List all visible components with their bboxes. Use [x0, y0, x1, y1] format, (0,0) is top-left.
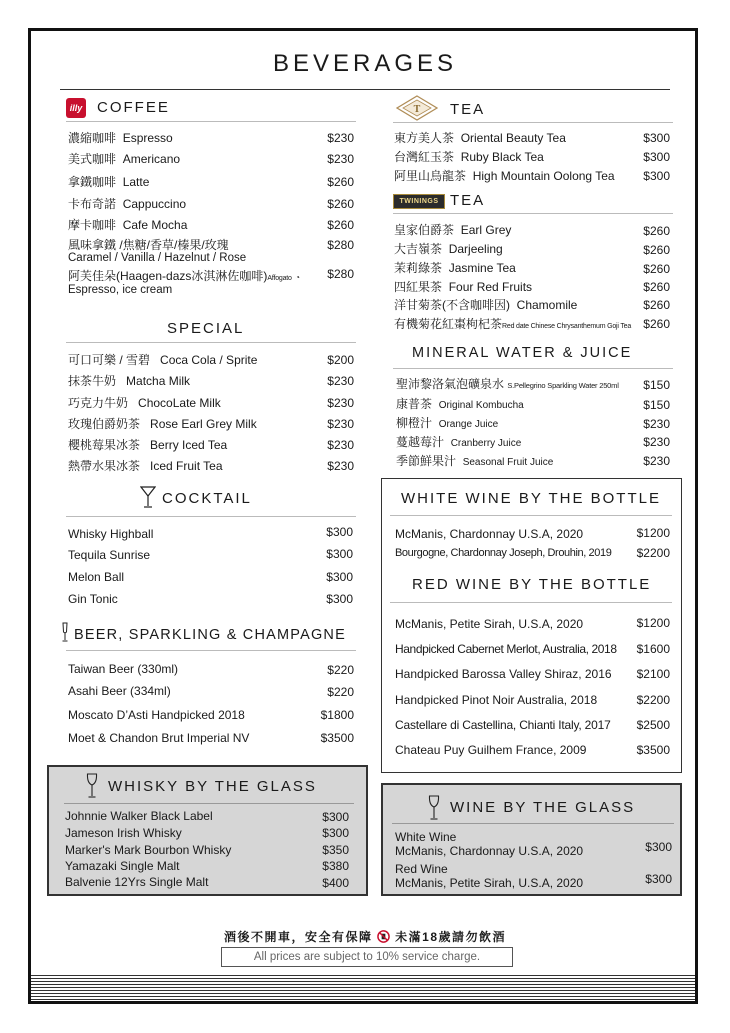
item-price: $230	[327, 396, 354, 410]
list-item: McManis, Chardonnay U.S.A, 2020	[395, 527, 584, 541]
list-item: Chateau Puy Guilhem France, 2009	[395, 743, 587, 757]
white-wine-divider	[390, 515, 672, 516]
item-price: $300	[322, 810, 349, 824]
item-price: $300	[643, 150, 670, 164]
item-price: $300	[326, 570, 353, 584]
list-item: 櫻桃莓果冰茶 Berry Iced Tea	[68, 438, 228, 452]
list-item: 皇家伯爵茶 Earl Grey	[394, 223, 512, 237]
item-price: $350	[322, 843, 349, 857]
white-wine-heading: WHITE WINE BY THE BOTTLE	[401, 490, 661, 507]
item-price: $380	[322, 859, 349, 873]
wine-glass-icon	[86, 773, 98, 799]
beer-heading: BEER, SPARKLING & CHAMPAGNE	[74, 627, 346, 643]
tea-brand-logo-icon	[396, 95, 438, 121]
list-item: Taiwan Beer (330ml)	[68, 662, 179, 676]
wine-glass-heading: WINE BY THE GLASS	[450, 799, 636, 816]
special-heading: SPECIAL	[167, 320, 245, 337]
list-item: Balvenie 12Yrs Single Malt	[65, 875, 209, 889]
list-item: 巧克力牛奶 ChocoLate Milk	[68, 396, 221, 410]
list-item: Moscato D’Asti Handpicked 2018	[68, 708, 245, 722]
list-item: 有機菊花紅棗枸杞茶Red date Chinese Chrysanthemum Goji Tea	[394, 317, 632, 331]
item-price: $280	[327, 267, 354, 281]
cocktail-heading: COCKTAIL	[162, 490, 252, 507]
item-price: $230	[327, 459, 354, 473]
item-price: $230	[327, 438, 354, 452]
item-price: $150	[643, 398, 670, 412]
list-item: Whisky Highball	[68, 527, 154, 541]
tea-heading: TEA	[450, 101, 486, 118]
list-item: Asahi Beer (334ml)	[68, 684, 171, 698]
list-item: 阿里山烏龍茶 High Mountain Oolong Tea	[394, 169, 615, 183]
mineral-heading: MINERAL WATER & JUICE	[412, 345, 633, 361]
list-item: 拿鐵咖啡 Latte	[68, 175, 150, 189]
item-price: $230	[327, 374, 354, 388]
item-price: $2200	[636, 546, 670, 560]
item-price: $300	[643, 131, 670, 145]
coffee-heading: COFFEE	[97, 99, 170, 116]
list-item: 柳橙汁 Orange Juice	[396, 416, 499, 430]
list-item: Moet & Chandon Brut Imperial NV	[68, 731, 250, 745]
service-charge-note: All prices are subject to 10% service charge.	[221, 947, 513, 967]
list-item: Tequila Sunrise	[68, 548, 151, 562]
mineral-divider	[393, 368, 673, 369]
item-subtext: Espresso, ice cream	[68, 284, 173, 296]
list-item: 濃縮咖啡 Espresso	[68, 131, 173, 145]
item-price: $260	[327, 175, 354, 189]
list-item: Handpicked Cabernet Merlot, Australia, 2018	[395, 642, 617, 656]
list-item: 洋甘菊茶(不含咖啡因) Chamomile	[394, 298, 578, 312]
item-price: $2100	[636, 667, 670, 681]
whisky-glass-heading: WHISKY BY THE GLASS	[108, 778, 317, 795]
item-price: $260	[327, 218, 354, 232]
list-item: 熱帶水果冰茶 Iced Fruit Tea	[68, 459, 223, 473]
item-price: $1200	[636, 526, 670, 540]
list-item: 玫瑰伯爵奶茶 Rose Earl Grey Milk	[68, 417, 257, 431]
item-price: $1200	[636, 616, 670, 630]
item-price: $260	[643, 298, 670, 312]
item-price: $400	[322, 876, 349, 890]
list-item: 季節鮮果汁 Seasonal Fruit Juice	[396, 454, 554, 468]
item-price: $260	[643, 280, 670, 294]
item-price: $2500	[636, 718, 670, 732]
list-item: Johnnie Walker Black Label	[65, 809, 213, 823]
no-drinking-icon	[377, 930, 390, 943]
list-item: 美式咖啡 Americano	[68, 152, 181, 166]
cocktail-divider	[66, 516, 356, 517]
drinking-warning: 酒後不開車，安全有保障 未滿18歲請勿飲酒	[223, 930, 507, 944]
whisky-glass-divider	[64, 803, 354, 804]
item-price: $280	[327, 238, 354, 252]
item-price: $260	[643, 243, 670, 257]
item-price: $230	[643, 417, 670, 431]
page-title: BEVERAGES	[272, 50, 458, 77]
list-item: 阿芙佳朵(Haagen-dazs冰淇淋佐咖啡)Affogato ◔	[68, 269, 300, 283]
list-item: McManis, Chardonnay U.S.A, 2020	[395, 844, 584, 858]
list-item: Marker's Mark Bourbon Whisky	[65, 843, 232, 857]
list-item: 台灣紅玉茶 Ruby Black Tea	[394, 150, 544, 164]
list-item: Handpicked Pinot Noir Australia, 2018	[395, 693, 598, 707]
title-divider	[60, 89, 670, 90]
special-divider	[66, 342, 356, 343]
item-price: $1800	[320, 708, 354, 722]
list-item: 四紅果茶 Four Red Fruits	[394, 280, 533, 294]
list-item: Melon Ball	[68, 570, 125, 584]
item-price: $300	[322, 826, 349, 840]
beer-divider	[66, 650, 356, 651]
list-item: 茉莉綠茶 Jasmine Tea	[394, 261, 516, 275]
item-price: $300	[326, 525, 353, 539]
item-price: $260	[327, 197, 354, 211]
twinings-logo: TWININGS	[393, 194, 445, 209]
item-price: $230	[327, 417, 354, 431]
item-price: $260	[643, 224, 670, 238]
illy-logo: illy	[66, 98, 86, 118]
svg-text:T: T	[413, 104, 421, 115]
item-subtext: Caramel / Vanilla / Hazelnut / Rose	[68, 252, 247, 264]
list-item: Castellare di Castellina, Chianti Italy, 2017	[395, 718, 611, 732]
item-price: $230	[643, 454, 670, 468]
coffee-divider	[66, 121, 356, 122]
item-price: $300	[326, 547, 353, 561]
list-item: Gin Tonic	[68, 592, 118, 606]
item-price: $220	[327, 685, 354, 699]
item-price: $3500	[320, 731, 354, 745]
wine-glass-divider	[392, 823, 674, 824]
item-price: $260	[643, 262, 670, 276]
list-item: Jameson Irish Whisky	[65, 826, 182, 840]
item-price: $230	[643, 435, 670, 449]
twinings-heading: TEA	[450, 192, 486, 209]
item-price: $300	[645, 840, 672, 854]
list-item: Yamazaki Single Malt	[65, 859, 180, 873]
item-price: $2200	[636, 693, 670, 707]
list-item: Red Wine	[395, 862, 448, 876]
item-price: $200	[327, 353, 354, 367]
list-item: White Wine	[395, 830, 457, 844]
item-price: $220	[327, 663, 354, 677]
item-price: $260	[643, 317, 670, 331]
list-item: 可口可樂 / 雪碧 Coca Cola / Sprite	[68, 353, 258, 367]
list-item: Handpicked Barossa Valley Shiraz, 2016	[395, 667, 612, 681]
item-price: $230	[327, 152, 354, 166]
list-item: Bourgogne, Chardonnay Joseph, Drouhin, 2019	[395, 547, 612, 559]
list-item: McManis, Petite Sirah, U.S.A, 2020	[395, 876, 584, 890]
item-price: $300	[326, 592, 353, 606]
item-price: $230	[327, 131, 354, 145]
list-item: 康普茶 Original Kombucha	[396, 397, 524, 411]
tea-divider	[393, 122, 673, 123]
item-price: $3500	[636, 743, 670, 757]
list-item: 聖沛黎洛氣泡礦泉水 S.Pellegrino Sparkling Water 250ml	[396, 377, 619, 391]
red-wine-heading: RED WINE BY THE BOTTLE	[412, 576, 652, 593]
list-item: 卡布奇諾 Cappuccino	[68, 197, 187, 211]
list-item: 大吉嶺茶 Darjeeling	[394, 242, 503, 256]
list-item: 風味拿鐵 /焦糖/香草/榛果/玫瑰	[68, 238, 229, 252]
list-item: McManis, Petite Sirah, U.S.A, 2020	[395, 617, 584, 631]
red-wine-divider	[390, 602, 672, 603]
item-price: $300	[645, 872, 672, 886]
champagne-flute-icon	[61, 622, 69, 642]
decorative-stripes	[31, 975, 695, 1001]
item-price: $300	[643, 169, 670, 183]
list-item: 東方美人茶 Oriental Beauty Tea	[394, 131, 566, 145]
item-price: $1600	[636, 642, 670, 656]
wine-glass-icon	[428, 795, 440, 821]
cocktail-glass-icon	[140, 486, 156, 508]
item-price: $150	[643, 378, 670, 392]
twinings-divider	[393, 213, 673, 214]
list-item: 抹茶牛奶 Matcha Milk	[68, 374, 191, 388]
list-item: 蔓越莓汁 Cranberry Juice	[396, 435, 522, 449]
list-item: 摩卡咖啡 Cafe Mocha	[68, 218, 188, 232]
